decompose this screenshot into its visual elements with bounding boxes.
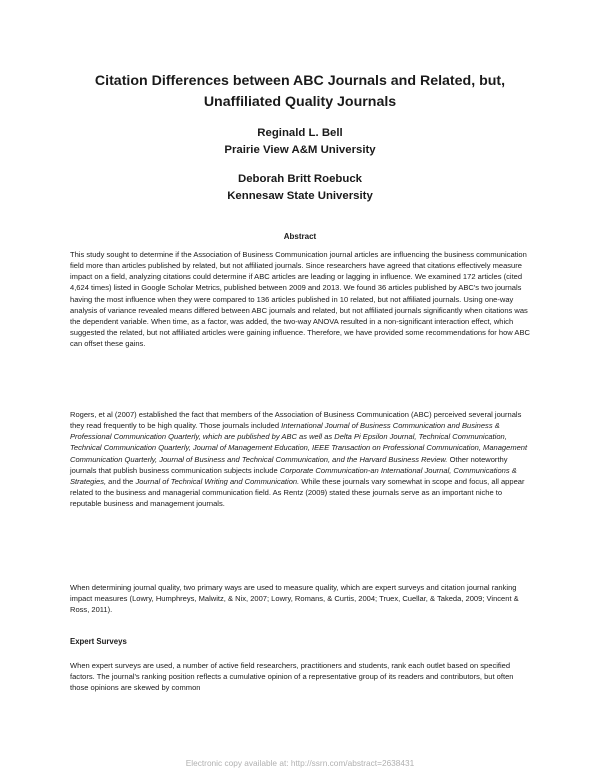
author-name: Reginald L. Bell xyxy=(257,127,343,139)
author-name: Deborah Britt Roebuck xyxy=(237,173,363,185)
italic-journal-list: International Journal of Business Communication and Business & Professional Communication Quarterly, which are published by ABC as well as Delta Pi Epsilon Journal, Technical Communication, Technical Communication Quarterly, Journal of Management Education, IEEE Transaction on Professional Communication, Management Communication Quarterly, Journal of Business and Technical Communication, and the Harvard Business Review. xyxy=(70,421,528,464)
title-line-1: Citation Differences between ABC Journals and Related, but, xyxy=(94,73,506,89)
expert-surveys-paragraph: When expert surveys are used, a number of active field researchers, practitioners and students, rank each outlet based on specified factors. The journal's ranking position reflects a cumulative opinion of a representative group of its readers and contributors, but often those opinions are skewed by common xyxy=(70,661,514,693)
abstract-paragraph: This study sought to determine if the Association of Business Communication journal articles are influencing the business communication field more than articles published by related, but not affiliated journals. Since researchers have agreed that citations effectively measure impact on a field, analyzing citations could determine if ABC articles are leading or lagging in influence. We examined 172 articles (cited 4,624 times) listed in Google Scholar Metrics, published between 2009 and 2013. We found 36 articles published by ABC's two journals having the most influence when they were compared to 136 articles published in 10 related, but not affiliated journals. Using one-way analysis of variance revealed means differed between ABC journals and related, but not affiliated journals significantly when citations was the dependent variable. When time, as a factor, was added, the two-way ANOVA resulted in a non-significant interaction effect, which suggested the related, but not affiliated articles were gaining influence. Therefore, we have provided some recommendations for how ABC can offset these gains. xyxy=(70,250,530,349)
section-heading-expert-surveys: Expert Surveys xyxy=(70,637,127,646)
author-block-1 xyxy=(60,125,540,159)
author-block-2 xyxy=(60,171,540,205)
abstract-heading: Abstract xyxy=(283,232,317,241)
text-run: While these journals vary somewhat in scope and focus, all appear related to the business and managerial communication field. As Rentz (2009) stated these journals serve as an important niche to reputable business and management journals. xyxy=(70,476,525,509)
italic-journal-list: Journal of Technical Writing and Communication. xyxy=(135,476,300,486)
journals-paragraph xyxy=(70,409,532,509)
paper-title xyxy=(60,71,540,113)
ssrn-footer: Electronic copy available at: http://ssrn.com/abstract=2638431 xyxy=(185,758,415,768)
author-affiliation: Kennesaw State University xyxy=(227,190,373,202)
quality-paragraph: When determining journal quality, two primary ways are used to measure quality, which are expert surveys and citation journal ranking impact measures (Lowry, Humphreys, Malwitz, & Nix, 2007; Lowry, Romans, & Curtis, 2004; Truex, Cuellar, & Takeda, 2009; Vincent & Ross, 2011). xyxy=(70,583,519,615)
author-affiliation: Prairie View A&M University xyxy=(224,144,376,156)
text-run: Other noteworthy journals that publish business communication subjects include xyxy=(70,454,508,475)
text-run: and the xyxy=(106,476,136,486)
title-line-2: Unaffiliated Quality Journals xyxy=(203,94,397,110)
italic-journal-list: Corporate Communication-an International Journal, Communications & Strategies, xyxy=(70,465,517,486)
text-run: Rogers, et al (2007) established the fact that members of the Association of Business Communication (ABC) perceived several journals they read frequently to be high quality. Those journals included xyxy=(70,410,522,431)
